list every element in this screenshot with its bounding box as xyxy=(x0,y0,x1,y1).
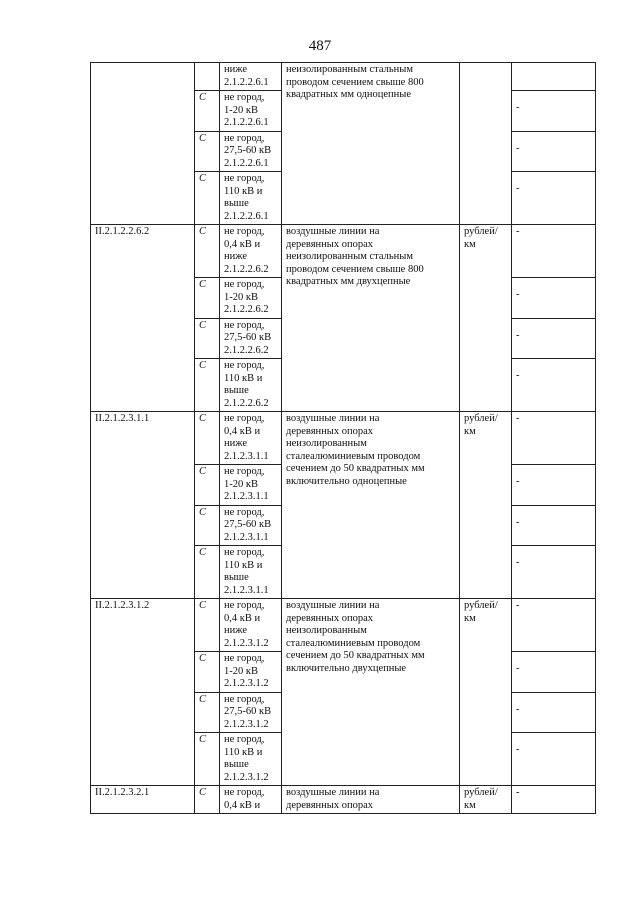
value-text: - xyxy=(516,476,520,487)
description-cell: воздушные линии на деревянных опорах неизолированным стальным проводом сечением свыше 800 квадратных мм двухцепные xyxy=(282,225,460,412)
table-row xyxy=(91,412,596,465)
description-cell: воздушные линии на деревянных опорах неизолированным сталеалюминиевым проводом сечением до 50 квадратных мм включительно одноцепные xyxy=(282,412,460,599)
symbol-cell: С xyxy=(195,131,220,172)
condition-cell: не город, 0,4 кВ и ниже 2.1.2.3.1.1 xyxy=(220,412,282,465)
condition-cell: не город, 27,5-60 кВ 2.1.2.3.1.1 xyxy=(220,505,282,546)
description-cell: воздушные линии на деревянных опорах неизолированным сталеалюминиевым проводом сечением до 50 квадратных мм включительно двухцепные xyxy=(282,599,460,786)
symbol-cell: С xyxy=(195,465,220,506)
value-cell xyxy=(512,91,596,132)
value-cell: - xyxy=(512,786,596,814)
value-text: - xyxy=(516,516,520,528)
value-text: - xyxy=(516,102,520,113)
symbol-cell: С xyxy=(195,412,220,465)
symbol-cell: С xyxy=(195,692,220,733)
value-text: - xyxy=(516,142,520,154)
condition-cell: не город, 110 кВ и выше 2.1.2.3.1.2 xyxy=(220,733,282,786)
value-cell xyxy=(512,278,596,319)
condition-cell: не город, 1-20 кВ 2.1.2.2.6.1 xyxy=(220,91,282,132)
value-text: - xyxy=(516,663,520,674)
table-row xyxy=(91,63,596,91)
symbol-cell: С xyxy=(195,599,220,652)
value-cell xyxy=(512,692,596,733)
value-text: - xyxy=(516,183,520,194)
value-text: - xyxy=(516,370,520,381)
value-cell: - xyxy=(512,225,596,278)
code-cell: II.2.1.2.3.1.1 xyxy=(91,412,195,599)
value-cell xyxy=(512,546,596,599)
page-number: 487 xyxy=(308,38,332,54)
condition-cell: не город, 1-20 кВ 2.1.2.3.1.1 xyxy=(220,465,282,506)
condition-cell: не город, 27,5-60 кВ 2.1.2.2.6.2 xyxy=(220,318,282,359)
symbol-cell: С xyxy=(195,91,220,132)
code-cell: II.2.1.2.3.1.2 xyxy=(91,599,195,786)
value-cell xyxy=(512,359,596,412)
symbol-cell xyxy=(195,63,220,91)
description-cell: воздушные линии на деревянных опорах xyxy=(282,786,460,814)
condition-cell: не город, 27,5-60 кВ 2.1.2.2.6.1 xyxy=(220,131,282,172)
symbol-cell: С xyxy=(195,172,220,225)
value-text: - xyxy=(516,329,520,341)
value-cell xyxy=(512,318,596,359)
symbol-cell: С xyxy=(195,225,220,278)
value-cell: - xyxy=(512,599,596,652)
unit-cell: рублей/ км xyxy=(460,786,512,814)
condition-cell: не город, 1-20 кВ 2.1.2.3.1.2 xyxy=(220,652,282,693)
condition-cell: не город, 110 кВ и выше 2.1.2.3.1.1 xyxy=(220,546,282,599)
symbol-cell: С xyxy=(195,318,220,359)
value-text: - xyxy=(516,289,520,300)
condition-cell: не город, 27,5-60 кВ 2.1.2.3.1.2 xyxy=(220,692,282,733)
condition-cell: не город, 110 кВ и выше 2.1.2.2.6.2 xyxy=(220,359,282,412)
code-cell: II.2.1.2.3.2.1 xyxy=(91,786,195,814)
unit-cell xyxy=(460,63,512,225)
condition-cell: не город, 0,4 кВ и ниже 2.1.2.2.6.2 xyxy=(220,225,282,278)
condition-cell: не город, 0,4 кВ и xyxy=(220,786,282,814)
table-row xyxy=(91,599,596,652)
unit-cell: рублей/ км xyxy=(460,225,512,412)
table-row xyxy=(91,786,596,814)
value-cell xyxy=(512,131,596,172)
symbol-cell: С xyxy=(195,786,220,814)
symbol-cell: С xyxy=(195,359,220,412)
condition-cell: ниже 2.1.2.2.6.1 xyxy=(220,63,282,91)
table-row xyxy=(91,225,596,278)
code-cell: II.2.1.2.2.6.2 xyxy=(91,225,195,412)
value-text: - xyxy=(516,744,520,755)
code-cell xyxy=(91,63,195,225)
value-cell xyxy=(512,465,596,506)
value-cell xyxy=(512,652,596,693)
value-text: - xyxy=(516,557,520,568)
symbol-cell: С xyxy=(195,652,220,693)
unit-cell: рублей/ км xyxy=(460,412,512,599)
condition-cell: не город, 0,4 кВ и ниже 2.1.2.3.1.2 xyxy=(220,599,282,652)
tariff-table xyxy=(90,62,596,814)
condition-cell: не город, 110 кВ и выше 2.1.2.2.6.1 xyxy=(220,172,282,225)
symbol-cell: С xyxy=(195,505,220,546)
description-cell: неизолированным стальным проводом сечением свыше 800 квадратных мм одноцепные xyxy=(282,63,460,225)
symbol-cell: С xyxy=(195,733,220,786)
value-cell: - xyxy=(512,412,596,465)
value-cell xyxy=(512,172,596,225)
symbol-cell: С xyxy=(195,278,220,319)
value-cell xyxy=(512,733,596,786)
value-cell xyxy=(512,505,596,546)
unit-cell: рублей/ км xyxy=(460,599,512,786)
value-cell xyxy=(512,63,596,91)
condition-cell: не город, 1-20 кВ 2.1.2.2.6.2 xyxy=(220,278,282,319)
value-text: - xyxy=(516,703,520,715)
symbol-cell: С xyxy=(195,546,220,599)
